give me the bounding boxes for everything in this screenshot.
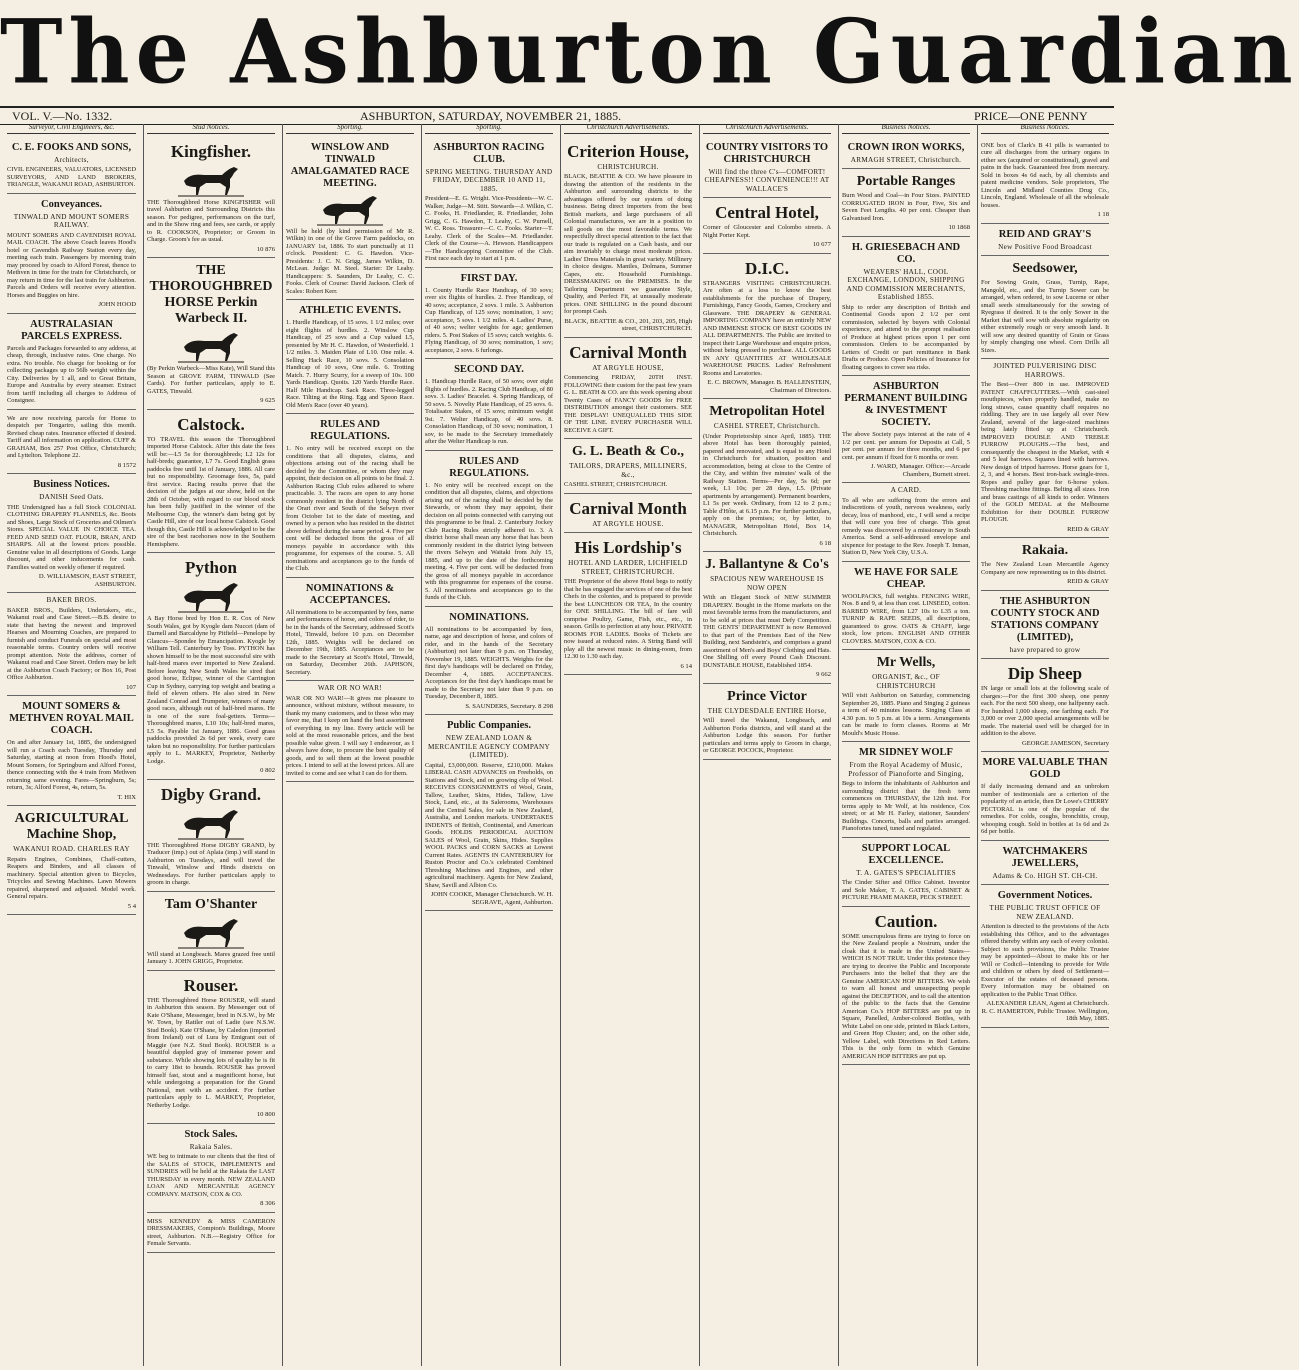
- ad-signature: REID & GRAY: [1067, 578, 1109, 585]
- ad-body-text: On and after January 1st, 1885, the undersigned will run a Coach each Tuesday, Thursday and Saturday, starting at noon from Hood's Hotel, Mount Somers, for Springburn and Alford Forest, thence connecting with the 4 train from Methven returning same evening. Fares—Springburn, 5s; return, 3s; Alford Forest, 4s, return, 5s.: [7, 739, 136, 791]
- ad-subheading: SPRING MEETING. THURSDAY AND FRIDAY, DECEMBER 10 AND 11, 1885.: [425, 167, 553, 193]
- ad-headline: Tam O'Shanter: [164, 896, 258, 912]
- ad-headline: Rakaia.: [1021, 543, 1069, 558]
- ad-body-text: THE Thoroughbred Horse KINGFISHER will travel Ashburton and Surrounding Districts this season. For pedigree, performances on the turf, and in the Show ring and fees, see cards, or apply to R. COOKSON, Proprietor; or Groom in Charge. Groom's fee as usual.: [147, 198, 275, 243]
- advertisement: [7, 137, 136, 194]
- ad-headline: Dip Sheep: [1007, 664, 1083, 683]
- advertisement: [981, 256, 1109, 359]
- advertisement: [7, 593, 136, 696]
- ad-headline: RULES AND REGULATIONS.: [449, 455, 529, 479]
- ad-signature: 107: [126, 683, 136, 691]
- ad-signature: 0 802: [260, 767, 275, 774]
- ad-headline: Kingfisher.: [170, 141, 252, 161]
- ad-signature: REID & GRAY: [1067, 525, 1109, 533]
- ad-body-text: If daily increasing demand and an unbroken number of testimonials are a criterion of the popularity of an article, then Dr Lowe's CHERRY PECTORAL is one of the popular of the remedies. For colds, coughs, bronchitis, croup, whooping cough. Sold in bottles at 1s 6d and 2s 6d per bottle.: [981, 783, 1109, 835]
- ad-signature: T. HIX: [117, 793, 136, 801]
- advertisement: [842, 650, 970, 742]
- ad-headline: MOUNT SOMERS & METHVEN ROYAL MAIL COACH.: [9, 701, 134, 736]
- advertisement: [842, 237, 970, 377]
- ad-headline: Python: [185, 558, 237, 577]
- advertisement: [703, 254, 831, 400]
- ad-subheading: ARMAGH STREET, Christchurch.: [850, 155, 962, 164]
- ad-body-text: We are now receiving parcels for Home to despatch per Tongariro, sailing this month. Revised cheap rates. Insurance effected if desired. Tariff and all information on application. CUFF & GRAHAM, Box 257 Post Office, Christchurch; and Lyttelton. Telephone 22.: [7, 414, 136, 459]
- advertisement: [7, 410, 136, 475]
- ad-headline: SECOND DAY.: [454, 364, 524, 375]
- ad-body-text: BLACK, BEATTIE & CO. We have pleasure in drawing the attention of the residents in the Ashburton and surrounding districts to the advantages offered by our system of doing business. Being direct importers from the best British markets, and large purchasers of all Colonial manufactures, we are in a position to sell goods on the most favorable terms. We respectfully direct special attention to the fact that our trade is regulated on a Cash basis, and our aim invariably to charge most moderate prices. Ladies' Dress Materials in great variety. Millinery in choice designs. Mantles, Dolmans, Summer Capes, etc. Household Furnishings. DRESSMAKING on the PREMISES. In the Tailoring Department we guarantee Style, Quality, and Perfect Fit, at unusually moderate prices. ONE SHILLING in the pound discount for prompt Cash.: [564, 173, 692, 315]
- column-heading: Christchurch Advertisements.: [703, 124, 831, 134]
- ad-signature: 6 14: [680, 662, 692, 670]
- ad-body-text: 1. County Hurdle Race Handicap, of 30 sovs; over six flights of hurdles. 2. Free Handicap, of 40 sovs; acceptance, 2 sovs. 1 mile. 3. Ashburton Cup Handicap, of 125 sovs; nomination, 1 sov; acceptance, 5 sovs. 1 1/2 miles. 4. Ladies' Purse, of 40 sovs; welter weights for age; gentlemen riders. 5. Post Stakes of 15 sovs; catch weights. 6. Flying Handicap, of 30 sovs; nomination, 1 sov; acceptance, 2 sovs. 6 furlongs.: [425, 286, 553, 354]
- ad-headline: Prince Victor: [727, 688, 807, 704]
- ad-signature: ALEXANDER LEAN, Agent at Christchurch. R. C. HAMERTON, Public Trustee. Wellington, 18th May, 1885.: [981, 1000, 1109, 1022]
- ad-subheading: TAILORS, DRAPERS, MILLINERS, &c.,: [569, 462, 687, 479]
- ad-subheading: HOTEL AND LARDER, LICHFIELD STREET, CHRISTCHURCH.: [568, 559, 688, 576]
- column-heading: Business Notices.: [842, 124, 970, 134]
- ad-headline: Government Notices.: [997, 890, 1093, 901]
- advertisement: [425, 607, 553, 716]
- ad-subheading: WAKANUI ROAD. CHARLES RAY: [13, 845, 130, 853]
- ad-headline: Business Notices.: [33, 479, 110, 490]
- ad-headline: His Lordship's: [574, 538, 682, 557]
- advertisement: [147, 1124, 275, 1213]
- advertisement: [703, 552, 831, 684]
- column-heading: Sporting.: [425, 124, 553, 134]
- price: PRICE—ONE PENNY: [974, 109, 1088, 123]
- ad-headline: C. E. FOOKS AND SONS,: [11, 141, 132, 153]
- advertisement: [147, 137, 275, 259]
- ad-body-text: STRANGERS VISITING CHRISTCHURCH. Are often at a loss to know the best establishments for the purchase of Drapery, Furnishings, Fancy Goods, Games, Crockery and Glassware. THE DRAPERY & GENERAL IMPORTING COMPANY have an entirely NEW AND IMMENSE STOCK OF BEST GOODS IN ALL DEPARTMENTS. The Public are invited to inspect their Large Warehouse and enquire prices, without being pressed to purchase. ALL GOODS IN ANY QUANTITIES AT WHOLESALE WAREHOUSE PRICES. Ladies' Refreshment Rooms and Lavatories.: [703, 279, 831, 377]
- ad-body-text: 1. No entry will be received except on the conditions that all disputes, claims, and objections arising out of the racing shall be decided by the Committee, or whom they may appoint, their decision on all points to be final. 2. Ashburton Racing Club rules adhered to where practicable. 3. The races are open to any horse commonly resident in the district lying North of the Orari river and South of the Selwyn river from October 1st to the date of meeting, and owned by a person who has resided in the district above defined during the same period. 4. Five per cent will be deducted from the gross of all moneys payable in accordance with this programme, for expenses of the course. 5. All nominations and acceptances go to the funds of the Club.: [286, 445, 414, 572]
- ad-headline: THE ASHBURTON COUNTY STOCK AND STATIONS COMPANY (LIMITED),: [990, 595, 1100, 643]
- ad-subheading: SPACIOUS NEW WAREHOUSE IS NOW OPEN: [710, 575, 824, 592]
- ad-signature: J. WARD, Manager. Office:—Arcade Chambers, Burnett street.: [871, 463, 970, 478]
- horse-engraving-icon: [176, 329, 246, 363]
- ad-body-text: CASHEL STREET, CHRISTCHURCH.: [564, 481, 668, 488]
- advertisement: [7, 806, 136, 915]
- ad-signature: GEORGE JAMESON, Secretary: [1022, 739, 1109, 747]
- column-3: [282, 124, 417, 1366]
- ad-headline: RULES AND REGULATIONS.: [310, 419, 390, 442]
- ad-signature: 6 18: [819, 539, 831, 547]
- advertisement: [842, 742, 970, 838]
- advertisement: [7, 474, 136, 593]
- ad-headline: Mr Wells,: [876, 655, 936, 670]
- ad-body-text: Ship to order any description of British and Continental Goods upon 2 1/2 per cent commission, selected by buyers with Colonial experience, and attend to the prompt realisation of Produce at highest prices upon 1 per cent commission. Orders to be accompanied by Letters of Credit or part remittance in Bank Drafts or Produce. Open Policies of Insurance for floating cargoes to cover sea risks.: [842, 303, 970, 371]
- ad-body-text: A Bay Horse bred by Hon E. R. Cox of New South Wales, got by Kyogle dam Nuccei (dam of Darnell and Barcaldyne by Pitfield—Penelope by Glaucus—Spondee by Emancipation. Kyogle by William Tell. Canterbury by Toss. PYTHON has shown himself to be the most successful sire with half-bred mares ever imported to New Zealand. Before leaving New South Wales he sired that good horse, Eclipse, winner of the Carrington Cup in Sydney, carrying top weight and beating a field of eleven others. He also sired in New Zealand Conrad and Trumpeter, winners of many good races, although out of half-bred mares. He is one of the sure foal-getters. Terms—Thoroughbred mares, L10 10s; half-bred mares, L5 5s. Payable 1st January, 1886. Good grass paddocks provided 2s 6d per week, every care taken but no responsibility. For further particulars apply to L. MARKEY, Proprietor, Netherby Lodge.: [147, 615, 275, 765]
- advertisement: [703, 137, 831, 199]
- ad-body-text: (By Perkin Warbeck—Miss Kate), Will Stand this Season at GROVE FARM, TINWALD (See Cards). For further particulars, apply to E. GATES, Tinwald.: [147, 365, 275, 395]
- ad-headline: AUSTRALASIAN PARCELS EXPRESS.: [21, 318, 122, 342]
- advertisement: [564, 494, 692, 534]
- ad-subheading: have prepared to grow: [1009, 645, 1081, 654]
- ad-headline: AGRICULTURAL Machine Shop,: [14, 811, 129, 842]
- ad-body-text: 1. No entry will be received except on the condition that all disputes, claims, and objections arising out of the racing shall be decided by the Stewards, or whom they may appoint, their decision on all points connected with carrying out this programme to be final. 2. Canterbury Jockey Club Racing Rules strictly adhered to. 3. A district horse shall mean any horse that has been commonly resident in the district lying between the rivers Selwyn and Waitaki from July 15, 1885, and up to the date of the forthcoming meeting. 4. Five per cent. will be deducted from the gross of all moneys payable in accordance with this programme for expenses of the course. 5. All nominations and acceptances go to the funds of the Club.: [425, 481, 553, 601]
- advertisement: [7, 194, 136, 314]
- ad-body-text: All nominations to be accompanied by fees, name, age and description of horse, and colors of rider, and in the hands of the Secretary (Ashburton) not later than 9 p.m. on Thursday, November 19, 1885. WEIGHTS. Weights for the first day's handicaps will be declared on Friday, December 4, 1885. ACCEPTANCES. Acceptances for the first day's handicaps must be made to the Secretary not later than 9 p.m. on Tuesday, December 8, 1885.: [425, 625, 553, 700]
- ad-signature: 10 800: [256, 1111, 275, 1118]
- ad-subheading: BAKER BROS.: [46, 596, 97, 604]
- ad-headline: H. GRIESEBACH AND CO.: [851, 241, 961, 265]
- advertisement: [286, 414, 414, 578]
- ad-headline: Carnival Month: [569, 342, 687, 362]
- ad-body-text: IN large or small lots at the following scale of charges:—For the first 300 sheep, one penny each. For the next 500 sheep, one halfpenny each. For hundred 1,000 sheep, one farthing each. For 3,000 or over 2,000 special arrangements will be made. The material used will be charged for in addition to the above.: [981, 685, 1109, 737]
- advertisement: [147, 258, 275, 410]
- ad-body-text: (Under Proprietorship since April, 1885). THE above Hotel has been thoroughly painted, papered and renovated, and is equal to any Hotel in Christchurch for situation, position and accommodation, being at close to the Centre of the City, and within five minutes' walk of the Railway Station. Terms—Per day, 5s 6d; per week, L1 10s; per 28 days, L5. (Private apartments by arrangement). Permanent boarders, L1 5s per week. Ordinary, from 12 to 2 p.m.; Table d'Hôte, at 6.15 p.m. For further particulars, apply on the premises; or, by letter, to MANAGER, Metropolitan Hotel, Box 14, Christchurch.: [703, 432, 831, 537]
- ad-body-text: Capital, £3,000,000. Reserve, £210,000. Makes LIBERAL CASH ADVANCES on Freeholds, on Stations and Stock, and on growing clip of Wool. RECEIVES CONSIGNMENTS of Wool, Grain, Tallow, Leather, Skins, Hides, Tallow, Live Stock, Land, etc., at its Salerooms, Warehouses and the Central Sales, for sale in New Zealand, Australia, and London markets. UNDERTAKES INDENTS of British, Continental, and American Goods. HOLDS PERIODICAL AUCTION SALES of Wool, Grain, Skins, Hides. Supplies WOOL PACKS and CORN SACKS at Lowest Current Rates. AGENTS IN CANTERBURY for Ruston Proctor and Co.'s celebrated Combined Threshing Machines and Engines, and other agricultural machinery. Agents for New Zealand, Shaw, Savill and Albion Co.: [425, 761, 553, 889]
- horse-engraving-icon: [176, 806, 246, 840]
- ad-body-text: With an Elegant Stock of NEW SUMMER DRAPERY. Bought in the Home markets on the most favorable terms from the manufacturers, and to be sold at prices that must Defy Competition. THE GENTS' DEPARTMENT is now Removed to that part of the Premises East of the New Building, next Sandstein's, and comprises a grand assortment of Men's and Boys' Clothing and Hats. One Shilling off every Pound Cash Discount. DUNSTABLE HOUSE, Established 1854.: [703, 594, 831, 669]
- ad-body-text: The above Society pays interest at the rate of 4 1/2 per cent. per annum for Deposits at Call, 5 per cent. per annum for three months, and 6 per cent. per annum if fixed for 6 months or over.: [842, 431, 970, 461]
- ad-headline: MR SIDNEY WOLF: [859, 747, 953, 758]
- ad-body-text: The New Zealand Loan Mercantile Agency Company are now representing us in this district.: [981, 561, 1109, 576]
- ad-subheading: WEAVERS' HALL, COOL EXCHANGE, LONDON, SHIPPING AND COMMISSION MERCHANTS, Established 1855.: [846, 267, 966, 301]
- horse-engraving-icon: [315, 192, 385, 226]
- advertisement: [147, 971, 275, 1124]
- ad-body-text: WE beg to intimate to our clients that the first of the SALES of STOCK, IMPLEMENTS and SUNDRIES will be held at the Rakaia the LAST THURSDAY in every month. NEW ZEALAND LOAN AND MERCANTILE AGENCY COMPANY. MATSON, COX & CO.: [147, 1153, 275, 1198]
- column-8: [977, 124, 1112, 1366]
- ad-body-text: Burn Wood and Coal—in Four Sizes. PAINTED CORRUGATED IRON in Four, Five, Six and Seven Feet Lengths. 40 per cent. Cheaper than Galvanised Iron.: [842, 192, 970, 222]
- column-6: [699, 124, 834, 1366]
- ad-body-text: WAR OR NO WAR!—It gives me pleasure to announce, without mixture, without measure, to thank my many customers, and to those who may favor me, that I keep on hand the best assortment of everything in my line. Every article will be sold at the most reasonable prices, and the best possible value given. I will say I endeavour, as I always have done, to procure the best quality of goods, and to sell them at the lowest possible prices. I intend to sell at the lowest prices. All are invited to come and see what I can do for them.: [286, 694, 414, 777]
- ad-body-text: President—E. G. Wright. Vice-Presidents—W. C. Walker, Judge—M. Stitt. Stewards—J. Wilkin, C. C. Fooks, H. Friedlander, R. Friedlander, John Grigg, C. G. Hawdon, T. Leahy, C. W. Purnell, W. C. Ross. Treasurer—C. C. Fooks. Starter—T. Leahy. Clerk of the Scales—M. Friedlander. Clerk of the Course—A. Hewson. Handicappers—The Handicapping Committee of the Club. First race each day to start at 1 p.m.: [425, 195, 553, 262]
- advertisement: [286, 300, 414, 414]
- ad-headline: Stock Sales.: [184, 1128, 238, 1140]
- advertisement: [147, 410, 275, 554]
- ad-headline: G. L. Beath & Co.,: [572, 444, 684, 459]
- ad-headline: Calstock.: [177, 414, 245, 434]
- ad-headline: Criterion House,: [567, 141, 689, 161]
- ad-body-text: THE Thoroughbred Horse DIGBY GRAND, by Traducer (imp.) out of Aplaia (imp.) will stand in Ashburton on Tuesdays, and will travel the Tinwald, Winslow and Hinds districts on Wednesdays. For further particulars apply to groom in charge.: [147, 841, 275, 886]
- advertisement: [564, 439, 692, 494]
- ad-headline: CROWN IRON WORKS,: [847, 141, 965, 153]
- ad-body-text: WOOLPACKS, full weights. FENCING WIRE, Nos. 8 and 9, at less than cost. LINSEED, cotton. BARBED WIRE, from L27 10s to L35 a ton. TURNIP & RAPE SEEDS, all descriptions, guaranteed to grow. OATS & CHAFF, large stock, low prices. ENGLISH AND OTHER CLOVERS. MATSON, COX & CO.: [842, 592, 970, 645]
- advertisement: [981, 841, 1109, 886]
- ad-subheading: From the Royal Academy of Music, Professor of Pianoforte and Singing,: [848, 761, 964, 778]
- advertisement: [7, 696, 136, 806]
- advertisement: [425, 268, 553, 360]
- ad-headline: SUPPORT LOCAL EXCELLENCE.: [861, 842, 951, 866]
- volume-number: VOL. V.—No. 1332.: [12, 109, 113, 123]
- ad-body-text: MISS KENNEDY & MISS CAMERON DRESSMAKERS, Compton's Buildings, Moore street, Ashburton. N.B.—Registry Office for Female Servants.: [147, 1217, 275, 1247]
- advertisement: [564, 338, 692, 440]
- ad-body-text: For Sowing Grain, Grass, Turnip, Rape, Mangold, etc., and the Turnip Sower can be arranged, when ordered, to sow Lucerne or other small seeds simultaneously for the sowing of Ryegrass if desired. It is the only Sower in the Market that will sow with absolute regularity on either extremely rough or very smooth land. It will sow any desired quantity of Grain or Grass by simply changing one wheel. Corn Drills all Sizes.: [981, 279, 1109, 354]
- advertisement: [981, 885, 1109, 1028]
- advertisement: [564, 533, 692, 675]
- advertisement: [286, 137, 414, 301]
- ad-headline: Digby Grand.: [160, 784, 262, 804]
- ad-subheading: THE PUBLIC TRUST OFFICE OF NEW ZEALAND.: [989, 904, 1101, 921]
- ad-body-text: THE Undersigned has a full Stock COLONIAL CLOTHING DRAPERY FLANNELS, &c. Boots and Shoes, Large Stock of Groceries and Oilmen's Stores. SPECIAL VALUE IN CHOICE TEA. FEED AND SEED OAT. FLOUR, BRAN, AND SHARPS. All at the lowest prices possible. Genuine value in all descriptions of Goods. Large discount, and other inducements for cash. Families waited on weekly oftener if required.: [7, 503, 136, 571]
- ad-subheading: Will find the three C's—COMFORT! CHEAPNESS!! CONVENIENCE!!! AT WALLACE'S: [704, 167, 830, 193]
- advertisement: [425, 715, 553, 911]
- ad-headline: WINSLOW AND TINWALD AMALGAMATED RACE MEETING.: [290, 141, 410, 189]
- advertisement: [981, 659, 1109, 752]
- ad-subheading: Rakaia Sales.: [189, 1142, 233, 1151]
- ad-headline: Public Companies.: [446, 720, 531, 731]
- horse-engraving-icon: [176, 163, 246, 197]
- ad-headline: WATCHMAKERS JEWELLERS,: [1002, 845, 1088, 869]
- advertisement: [842, 907, 970, 1066]
- advertisement: [842, 483, 970, 562]
- column-2: [143, 124, 278, 1366]
- ad-signature: 8 306: [260, 1200, 275, 1207]
- ad-subheading: TINWALD AND MOUNT SOMERS RAILWAY.: [13, 212, 130, 229]
- column-heading: Stud Notices.: [147, 124, 275, 134]
- ad-body-text: 1. Handicap Hurdle Race, of 50 sovs; over eight flights of hurdles. 2. Racing Club Handicap, of 80 sovs. 3. Ladies' Bracelet. 4. Spring Handicap, of 50 sovs. 5. Novelty Plate Handicap, of 25 sovs. 6. Totalisator Stakes, of 15 sovs; minimum weight 9st. 7. Welter Handicap, of 40 sovs. 8. Consolation Handicap, of 30 sovs; nomination, 1 sov, to be made to the Secretary immediately after the Welter Handicap is run.: [425, 378, 553, 445]
- column-heading: Sporting.: [286, 124, 414, 134]
- ad-body-text: TO TRAVEL this season the Thoroughbred imported Horse Calstock. After this date the fees will be:—L5 5s for thoroughbreds; L2 12s for half-breds; guarantee, L7 7s. Good English grass paddocks free until 1st of January, 1886. All care but no responsibility. Groomage fees, 5s, paid first service. Racing results prove that the decision of the judges at our show, held on the 28th of October, with regard to our blood stock has been fully justified in the winner of the Melbourne Cup, the winner's dam being got by Castle Hill, sire of our local horse Calstock. Good though this, Castle Hill is acknowledged to be the sire of the best racehorses now in the Southern Hemisphere.: [147, 435, 275, 548]
- ad-body-text: Will visit Ashburton on Saturday, commencing September 26, 1885. Piano and Singing 2 guineas a term of 40 minutes lessons. Singing Class at 4.30 p.m. to 5 p.m. at 10s a term. Arrangements can be made to form classes. Rooms at Mr Mould's Music House.: [842, 692, 970, 737]
- ad-body-text: Corner of Gloucester and Colombo streets. A Night Porter Kept.: [703, 224, 831, 239]
- ad-headline: D.I.C.: [745, 258, 789, 278]
- ad-signature: 1 18: [1097, 211, 1109, 218]
- ad-subheading: CASHEL STREET, Christchurch.: [713, 422, 821, 430]
- ad-body-text: THE Thoroughbred Horse ROUSER, will stand in Ashburton this season. By Messenger out of Kate O'Shane, Messenger, bred in N.S.W., by Mr W. Town, by Rattler out of Ladie (see N.S.W. Stud Book). Kate O'Shane, by Caledon (imported from Ireland) out of Lura by Emigrant out of Maggie (see N.Z. Stud Book). ROUSER is a beautiful dappled gray of immense power and substance. While showing lots of quality he is fit to carry 18st to hounds. ROUSER has proved himself fast, stout and a magnificent horse, but while undergoing a preparation for the Grand National, met with an accident. For further particulars apply to L. MARKEY, Proprietor, Netherby Lodge.: [147, 996, 275, 1109]
- advertisement: [703, 684, 831, 760]
- ad-body-text: Begs to inform the inhabitants of Ashburton and surrounding district that the fresh term commences on THURSDAY, the 12th inst. For terms apply to Mr Wolf, at his residence, Cox street; or at Mr H. Farley, stationer, Saunders' Buildings. Concerts, balls and parties arranged. Pianofortes tuned, tuned and regulated.: [842, 780, 970, 832]
- ad-body-text: Will be held (by kind permission of Mr R. Wilkin) in one of the Grove Farm paddocks, on JANUARY 1st, 1886. To start punctually at 11 o'clock. President: C. G. Hawdon. Vice-Presidents: J. C. N. Grigg, James Wilkin, D. McLean. Judge: M. Steel. Starter: Dr Leahy. Handicappers: S. Saunders, Dr Leahy, C. C. Fooks. Clerk of Course: David Jackson. Clerk of Scales: Robert Kerr.: [286, 227, 414, 295]
- ad-headline: MORE VALUABLE THAN GOLD: [982, 757, 1108, 780]
- advertisement: [842, 137, 970, 170]
- advertisement: [286, 681, 414, 782]
- ad-subheading: AT ARGYLE HOUSE,: [592, 363, 664, 372]
- advertisement: [147, 780, 275, 892]
- masthead: [0, 0, 1299, 104]
- ad-body-text: MOUNT SOMERS AND CAVENDISH ROYAL MAIL COACH. The above Coach leaves Hood's hotel or Cavendish Railway Station every day, meeting each train. Passengers by morning train may proceed by coach to Alford Forest, thence to Methven in time for the train for Christchurch, or may return in time for the last train for Ashburton. Parcels and Orders will receive every attention. Horses and Buggies on hire.: [7, 231, 136, 299]
- column-5: [560, 124, 695, 1366]
- ad-body-text: To all who are suffering from the errors and indiscretions of youth, nervous weakness, early decay, loss of manhood, etc., I will send a recipe that will cure you free of charge. This great remedy was discovered by a missionary in South America. Send a self-addressed envelope and sixpence for postage to the Rev. Joseph T. Inman, Station D, New York City, U.S.A.: [842, 496, 970, 556]
- ad-headline: COUNTRY VISITORS TO CHRISTCHURCH: [705, 141, 829, 165]
- ad-subheading: NEW ZEALAND LOAN & MERCANTILE AGENCY COMPANY (LIMITED).: [428, 734, 550, 759]
- ad-headline: NOMINATIONS.: [449, 611, 529, 623]
- masthead-title: The Ashburton Guardian: [0, 0, 1299, 104]
- ad-subheading: New Positive Food Broadcast: [998, 242, 1092, 251]
- ad-signature: 9 625: [260, 397, 275, 404]
- ad-signature: 8 1572: [117, 461, 136, 469]
- ad-subheading: T. A. GATES'S SPECIALITIES: [856, 868, 956, 877]
- ad-headline: Central Hotel,: [715, 203, 819, 222]
- ad-headline: Rouser.: [183, 975, 239, 995]
- ad-body-text: All nominations to be accompanied by fees, name and performances of horse, and colors of rider, to be in the hands of the Secretary, addressed Scott's Hotel, Tinwald, before 10 p.m. on December 12th, 1885. Weights will be declared on December 19th, 1885. Acceptances are to be made to the Secretary at Scott's Hotel, Tinwald, on Saturday, December 26th. JAPHSON, Secretary.: [286, 608, 414, 676]
- column-heading: Surveyor, Civil Engineers, &c.: [7, 124, 136, 134]
- column-1: [4, 124, 139, 1366]
- ad-body-text: Attention is directed to the provisions of the Acts establishing this Office, and to the advantages offered thereby within any each of every colonist. Subject to such provisions, the Public Trustee may be appointed—About to make his or her Will or Codicil—Intending to provide for Wife and children or others by deed of Settlement—Executor of the estates of deceased persons. Every information may be obtained on application to the Public Trust Office.: [981, 923, 1109, 998]
- ad-headline: ATHLETIC EVENTS.: [299, 305, 401, 316]
- ad-headline: Seedsower,: [1012, 261, 1078, 276]
- advertisement: [425, 137, 553, 268]
- ad-headline: J. Ballantyne & Co's: [705, 557, 829, 572]
- ad-subheading: AT ARGYLE HOUSE.: [592, 519, 664, 528]
- ad-headline: ASHBURTON PERMANENT BUILDING & INVESTMENT SOCIETY.: [844, 381, 968, 428]
- ad-body-text: 1. Hurdle Handicap, of 15 sovs. 1 1/2 miles; over eight flights of hurdles. 2. Winslow Cup Handicap, of 25 sovs and a Cup valued L5, presented by Mr H. C. Hawdon, of Westerfield. 1 1/2 miles. 3. Maiden Plate of L10. One mile. 4. Selling Hack Race, 10 sovs. 5. Consolation Handicap of 10 sovs, One mile. 6. Trotting Match. 7. Hurry Scurry, for a sweep of 10s. 100 Yards Handicap. Quoits. 120 Yards Hurdle Race. Half Mile Handicap. Sack Race. Three-legged Race. Tilting at the Ring. Egg and Spoon Race. Old Men's Race (over 40 years).: [286, 319, 414, 409]
- ad-headline: THE THOROUGHBRED HORSE Perkin Warbeck II.: [149, 263, 273, 326]
- ad-subheading: WAR OR NO WAR!: [317, 684, 383, 692]
- ad-signature: 9 662: [816, 671, 831, 678]
- advertisement: [842, 562, 970, 651]
- ad-signature: 10 677: [812, 241, 831, 248]
- ad-subheading: THE CLYDESDALE ENTIRE Horse,: [707, 706, 827, 715]
- ad-body-text: THE Proprietor of the above Hotel begs to notify that he has engaged the services of one of the best Chefs in the colonies, and is prepared to provide the best LUNCHEON OR TEA, In the country for ONE SHILLING. The bill of fare will comprise Poultry, Game, Fish, etc., etc., in season. Grills to perfection at any hour. PRIVATE ROOMS FOR LADIES. Books of Tickets are now issued at reduced rates. A String Band will play all the newest music in dining-room, from 12.30 to 1.30 each day.: [564, 578, 692, 660]
- ad-headline: Portable Ranges: [856, 174, 956, 189]
- ad-subheading: Architects,: [54, 155, 89, 164]
- ad-headline: NOMINATIONS & ACCEPTANCES.: [305, 582, 395, 606]
- dateline: [0, 106, 1114, 125]
- ad-body-text: Will stand at Longbeach. Mares grazed free until January 1. JOHN GRIGG, Proprietor.: [147, 950, 275, 965]
- advertisement: [7, 314, 136, 410]
- ad-signature: S. SAUNDERS, Secretary. 8 298: [465, 702, 553, 710]
- ad-body-text: The Cinder Sifter and Office Cabinet. Inventor and Sole Maker, T. A. GATES, CABINET & PICTURE FRAME MAKER, PECK STREET.: [842, 879, 970, 901]
- ad-body-text: CIVIL ENGINEERS, VALUATORS, LICENSED SURVEYORS, AND LAND BROKERS, TRIANGLE, WAKANUI ROAD, ASHBURTON.: [7, 166, 136, 188]
- ad-body-text: ONE box of Clark's B 41 pills is warranted to cure all discharges from the urinary organs in either sex (acquired or constitutional), gravel and pains in the back. Guaranteed free from mercury. Sold in boxes 4s 6d each, by all chemists and patent medicine vendors. Sole proprietors, The Lincoln and Midland Counties Drug Co., Lincoln, England. Wholesale of all the wholesale houses.: [981, 141, 1109, 209]
- ad-subheading: JOINTED PULVERISING DISC HARROWS.: [993, 362, 1097, 379]
- ad-signature: BLACK, BEATTIE & CO., 201, 203, 205, High street, CHRISTCHURCH.: [564, 317, 692, 332]
- ad-headline: WE HAVE FOR SALE CHEAP.: [854, 566, 958, 590]
- ad-subheading: DANISH Seed Oats.: [39, 493, 104, 501]
- ad-signature: 10 876: [256, 245, 275, 253]
- advertisement: [425, 359, 553, 451]
- advertisement: [564, 137, 692, 338]
- issue-date: ASHBURTON, SATURDAY, NOVEMBER 21, 1885.: [360, 109, 622, 123]
- ad-headline: Carnival Month: [569, 498, 687, 518]
- advertisement: [703, 399, 831, 552]
- horse-engraving-icon: [176, 579, 246, 613]
- ad-headline: Conveyances.: [41, 198, 102, 210]
- ad-body-text: Will travel the Wakanui, Longbeach, and Ashburton Forks districts, and will stand at the Ashburton Lodge this season. For further particulars and terms apply to Groom in charge, or GEORGE POCOCK, Proprietor.: [703, 717, 831, 754]
- ad-signature: JOHN HOOD: [98, 301, 136, 308]
- ad-headline: REID AND GRAY'S: [998, 228, 1092, 240]
- ad-signature: D. WILLIAMSON, EAST STREET, ASHBURTON.: [38, 573, 136, 588]
- ad-signature: E. C. BROWN, Manager. B. HALLENSTEIN, Chairman of Directors.: [707, 379, 831, 394]
- advertisement: [147, 553, 275, 780]
- advertisement: [981, 359, 1109, 538]
- advertisement: [425, 451, 553, 607]
- column-heading: Christchurch Advertisements.: [564, 124, 692, 134]
- advertisement: [981, 538, 1109, 591]
- advertisement: [981, 591, 1109, 660]
- column-7: [838, 124, 973, 1366]
- ad-headline: Caution.: [874, 911, 938, 931]
- ad-body-text: Commencing FRIDAY, 20TH INST. FOLLOWING their custom for the past few years G. L. BEATH & CO. are this week opening about Twenty Cases of FANCY GOODS for FREE DISTRIBUTION amongst their customers. SEE THE DISPLAY! UNEQUALLED THIS SIDE OF THE LINE. EVERY PURCHASER WILL RECEIVE A GIFT.: [564, 374, 692, 434]
- ad-signature: JOHN COOKE, Manager Christchurch. W. H. SEGRAVE, Agent, Ashburton.: [430, 891, 553, 906]
- ad-body-text: The Best—Over 800 in use. IMPROVED PATENT CHAFFCUTTERS.—With cast-steel mouthpieces, when properly handled, make no long straws, cause quantity chaff requires no riddling. They are in use largely all over New Zealand, several of the large-sized machines being lately fitted up at Christchurch. IMPROVED DOUBLE AND TREBLE FURROW PLOUGHS.—The best, and consequently the cheapest in the Market, with 4 and 5 leaf harrows. Squares lined with harrows. New design of tripod harrows. Horse gears for 1, 2, 3, and 4 horses. Best iron-back swingle-trees. Ropes and pulley gear for 6-horse yokes. Threshing machine fittings. Belting all sizes. Iron and brass castings of all kinds to order. Winners of the GOLD MEDAL at the Melbourne Exhibition for their DOUBLE FURROW PLOUGH.: [981, 381, 1109, 523]
- ad-headline: FIRST DAY.: [460, 272, 518, 284]
- advertisement: [981, 224, 1109, 257]
- ad-subheading: Adams & Co. HIGH ST. CH-CH.: [992, 871, 1098, 880]
- column-heading: Business Notices.: [981, 124, 1109, 134]
- ad-subheading: A CARD.: [890, 486, 922, 494]
- advertisement: [842, 838, 970, 907]
- ad-body-text: BAKER BROS., Builders, Undertakers, etc., Wakanui road and Case Street.—B.B. desire to state that having the newest and improved Hearses and Mourning Coaches, are prepared to furnish and conduct Funerals on special and most reasonable terms. Country orders will receive prompt attention. Note the address, corner of Wakanui road and Case Street. Orders may be left at the Ashburton Coach Factory; or Box 16, Post Office Ashburton.: [7, 606, 136, 681]
- ad-signature: 10 1868: [948, 224, 970, 231]
- ad-headline: Metropolitan Hotel: [709, 404, 825, 419]
- column-4: [421, 124, 556, 1366]
- ad-subheading: CHRISTCHURCH.: [597, 162, 659, 171]
- ad-subheading: ORGANIST, &c., OF CHRISTCHURCH: [872, 673, 940, 690]
- ad-headline: ASHBURTON RACING CLUB.: [433, 141, 545, 165]
- advertisement: [842, 376, 970, 483]
- advertisement: [981, 752, 1109, 841]
- advertisement: [981, 137, 1109, 224]
- advertisement: [286, 578, 414, 682]
- ad-signature: 5 4: [127, 902, 136, 910]
- advertisement: [842, 169, 970, 237]
- ad-body-text: Parcels and Packages forwarded to any address, at cheap, through, inclusive rates. One charge. No extra. No trouble. No charge for booking or for collecting packages up to 56lb weight within the City. Deliveries by 1 all, and to Great Britain, Europe and Australia by every steamer. Extract from tariff including all charges to Address of Consignee.: [7, 344, 136, 404]
- ad-body-text: Repairs Engines, Combines, Chaff-cutters, Reapers and Binders, and all classes of machinery. Special attention given to Bicycles, Tricycles and Sewing Machines. Lawn Mowers repaired, sharpened and adjusted. Model work. General repairs.: [7, 855, 136, 900]
- advertisement: [147, 892, 275, 971]
- ad-body-text: SOME unscrupulous firms are trying to force on the New Zealand people a Nostrum, under the cloak that it is made in the United States—WHICH IS NOT TRUE. Under this pretence they are trying to deceive the Public and Incorporate Purchasers into the belief that they are the Genuine AMERICAN HOP BITTERS. We wish to warn all honest and unsuspecting people against the DECEPTION, and to call the attention of the public to the facts that the Genuine American Co.'s HOP BITTERS are put up in Square, Panelled, Amber-colored Bottles, with White Label on one side, printed in Black Letters, and Green Hop Cluster; and, on the other side, Yellow Label, with Directions in Red Letters. This is the only form in which Genuine AMERICAN HOP BITTERS are put up.: [842, 932, 970, 1060]
- advertisement: [147, 1213, 275, 1253]
- advertisement: [703, 198, 831, 254]
- horse-engraving-icon: [176, 915, 246, 949]
